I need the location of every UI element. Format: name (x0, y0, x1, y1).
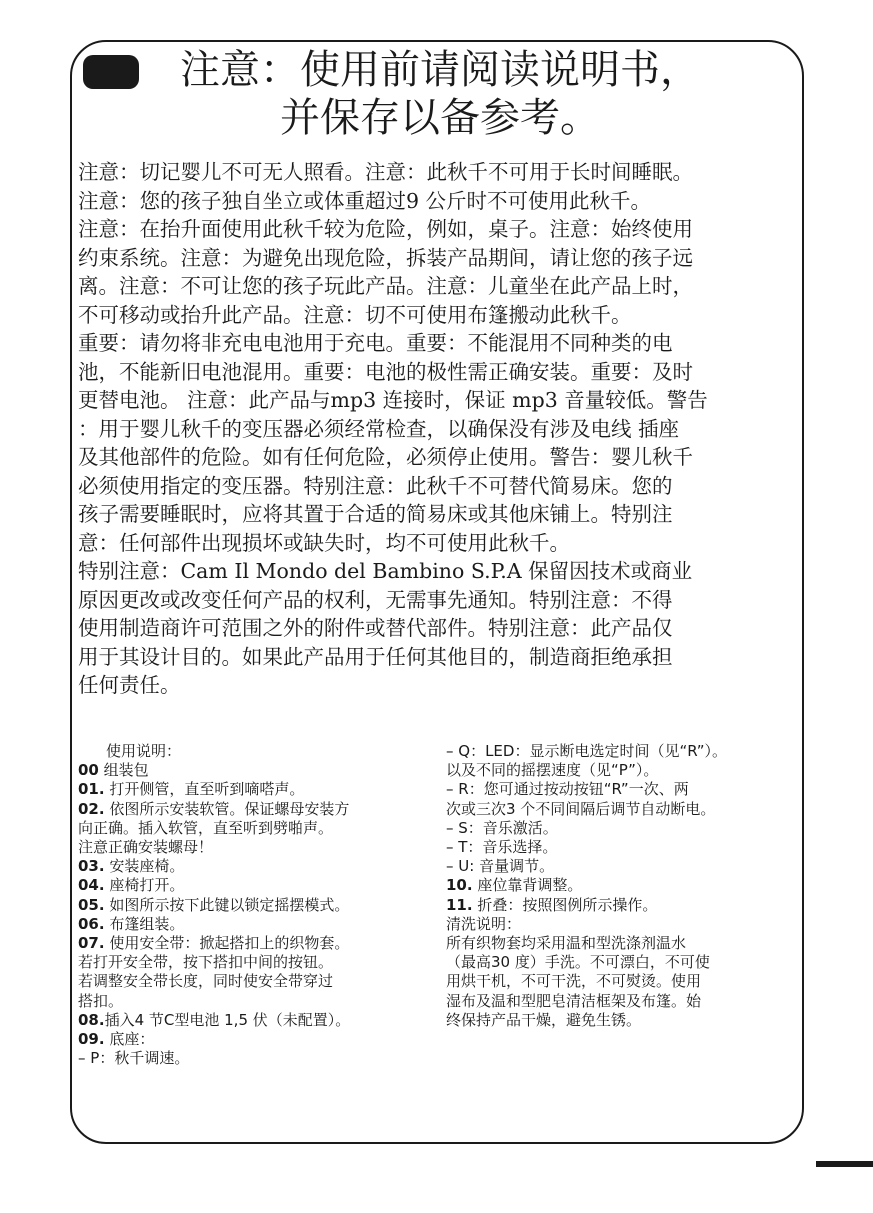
warning-line: 任何责任。 (78, 673, 181, 697)
instruction-line (446, 972, 798, 991)
instruction-line (78, 800, 428, 819)
instruction-line (78, 915, 428, 934)
instruction-line (78, 896, 428, 915)
instruction-line (446, 934, 798, 953)
step-number: 07. (78, 934, 105, 953)
step-text: – S：音乐激活。 (446, 818, 558, 837)
step-text: 湿布及温和型肥皂清洁框架及布篷。始 (446, 991, 702, 1010)
step-text: 座位靠背调整。 (472, 876, 583, 895)
instruction-line (446, 953, 798, 972)
instruction-line (78, 838, 428, 857)
instructions-left-column (78, 742, 428, 1068)
step-number: 02. (78, 799, 105, 818)
step-text: 以及不同的摇摆速度（见“P”）。 (446, 761, 659, 780)
warning-line: ：用于婴儿秋千的变压器必须经常检查，以确保没有涉及电线 插座 (78, 416, 680, 441)
warning-line: 池，不能新旧电池混用。重要：电池的极性需正确安装。重要：及时 (78, 359, 693, 384)
page-marker (816, 1161, 873, 1167)
instruction-line (78, 1049, 428, 1068)
step-text: 安装座椅。 (104, 857, 185, 876)
warning-line: 重要：请勿将非充电电池用于充电。重要：不能混用不同种类的电 (78, 331, 673, 355)
step-text: 若打开安全带，按下搭扣中间的按钮。 (78, 953, 334, 972)
warning-line: 离。注意：不可让您的孩子玩此产品。注意：儿童坐在此产品上时， (78, 274, 693, 298)
instruction-line (78, 742, 428, 761)
warning-line: 注意：切记婴儿不可无人照看。注意：此秋千不可用于长时间睡眠。 (78, 160, 693, 184)
instruction-line (446, 876, 798, 895)
step-number: 11. (446, 895, 473, 914)
step-number: 04. (78, 876, 105, 895)
step-number: 01. (78, 780, 105, 799)
step-text: 次或三次3 个不同间隔后调节自动断电。 (446, 799, 716, 818)
warning-line: 不可移动或抬升此产品。注意：切不可使用布篷搬动此秋千。 (78, 302, 632, 327)
instruction-line (446, 915, 798, 934)
step-text: 布篷组装。 (104, 914, 185, 933)
step-text: （最高30 度）手洗。不可漂白，不可使 (446, 953, 710, 972)
instruction-line (78, 934, 428, 953)
step-number: 09. (78, 1030, 105, 1049)
warning-line: 更替电池。 注意：此产品与mp3 连接时，保证 mp3 音量较低。警告 (78, 388, 708, 412)
step-number: 08. (78, 1010, 105, 1029)
instruction-line (446, 819, 798, 838)
instruction-line (78, 972, 428, 991)
step-number: 05. (78, 895, 105, 914)
instruction-line (78, 819, 428, 838)
step-text: 使用安全带：掀起搭扣上的织物套。 (104, 934, 350, 953)
step-text: 清洗说明： (446, 914, 522, 933)
step-text: – U: 音量调节。 (446, 857, 555, 876)
instruction-line (446, 992, 798, 1011)
warning-line: 注意：您的孩子独自坐立或体重超过9 公斤时不可使用此秋千。 (78, 188, 652, 213)
step-text: 如图所示按下此键以锁定摇摆模式。 (104, 895, 350, 914)
step-text: 所有织物套均采用温和型洗涤剂温水 (446, 934, 687, 953)
warning-line: 使用制造商许可范围之外的附件或替代部件。特别注意：此产品仅 (78, 616, 673, 640)
warning-line: 约束系统。注意：为避免出现危险，拆装产品期间，请让您的孩子远 (78, 245, 693, 270)
instruction-line (78, 780, 428, 799)
instruction-line (78, 857, 428, 876)
instruction-line (446, 780, 798, 799)
step-text: 向正确。插入软管，直至听到劈啪声。 (78, 818, 334, 837)
instruction-line (78, 953, 428, 972)
step-text: – R：您可通过按动按钮“R”一次、两 (446, 780, 689, 799)
step-text: 折叠：按照图例所示操作。 (472, 895, 658, 914)
step-text: – P：秋千调速。 (78, 1049, 190, 1068)
warning-line: 意：任何部件出现损坏或缺失时，均不可使用此秋千。 (78, 530, 570, 555)
instruction-line (446, 742, 798, 761)
instruction-line (78, 1030, 428, 1049)
warning-line: 用于其设计目的。如果此产品用于任何其他目的，制造商拒绝承担 (78, 644, 673, 669)
warning-line: 必须使用指定的变压器。特别注意：此秋千不可替代简易床。您的 (78, 473, 673, 498)
step-number: 00 (78, 761, 99, 780)
step-text: 座椅打开。 (104, 876, 185, 895)
warning-line: 原因更改或改变任何产品的权利，无需事先通知。特别注意：不得 (78, 587, 673, 612)
warning-line: 注意：在抬升面使用此秋千较为危险，例如，桌子。注意：始终使用 (78, 217, 693, 241)
instruction-line (446, 857, 798, 876)
step-number: 03. (78, 857, 105, 876)
step-number: 06. (78, 914, 105, 933)
step-text: 底座： (104, 1030, 155, 1049)
instruction-line (446, 761, 798, 780)
warning-line: 特别注意：Cam Il Mondo del Bambino S.P.A 保留因技术或商业 (78, 559, 693, 583)
instructions-right-column (446, 742, 798, 1030)
step-text: 插入4 节C型电池 1,5 伏（未配置）。 (104, 1010, 351, 1029)
page-title (150, 46, 730, 142)
step-text: 组装包 (98, 761, 149, 780)
step-text: – T：音乐选择。 (446, 838, 558, 857)
step-text: 使用说明： (106, 742, 182, 760)
instruction-line (446, 896, 798, 915)
step-text: 打开侧管，直至听到嘀嗒声。 (104, 780, 305, 799)
step-text: 注意正确安装螺母！ (78, 838, 214, 857)
step-number: 10. (446, 876, 473, 895)
step-text: 搭扣。 (78, 991, 124, 1010)
instruction-line (78, 1011, 428, 1030)
instruction-line (78, 761, 428, 780)
title-line-1: 注意：使用前请阅读说明书， (180, 47, 700, 93)
instruction-line (446, 1011, 798, 1030)
instruction-line (78, 876, 428, 895)
warnings-block (78, 158, 796, 700)
warning-line: 及其他部件的危险。如有任何危险，必须停止使用。警告：婴儿秋千 (78, 445, 693, 469)
title-line-2: 并保存以备参考。 (280, 95, 600, 141)
instruction-line (446, 800, 798, 819)
step-text: 若调整安全带长度，同时使安全带穿过 (78, 972, 334, 991)
step-text: – Q：LED：显示断电选定时间（见“R”）。 (446, 742, 727, 760)
step-text: 用烘干机，不可干洗，不可熨烫。使用 (446, 972, 702, 991)
warning-line: 孩子需要睡眠时，应将其置于合适的简易床或其他床铺上。特别注 (78, 502, 673, 526)
instruction-line (446, 838, 798, 857)
step-text: 依图所示安装软管。保证螺母安装方 (104, 799, 350, 818)
header-badge (83, 55, 139, 89)
instruction-line (78, 992, 428, 1011)
step-text: 终保持产品干燥，避免生锈。 (446, 1010, 642, 1029)
